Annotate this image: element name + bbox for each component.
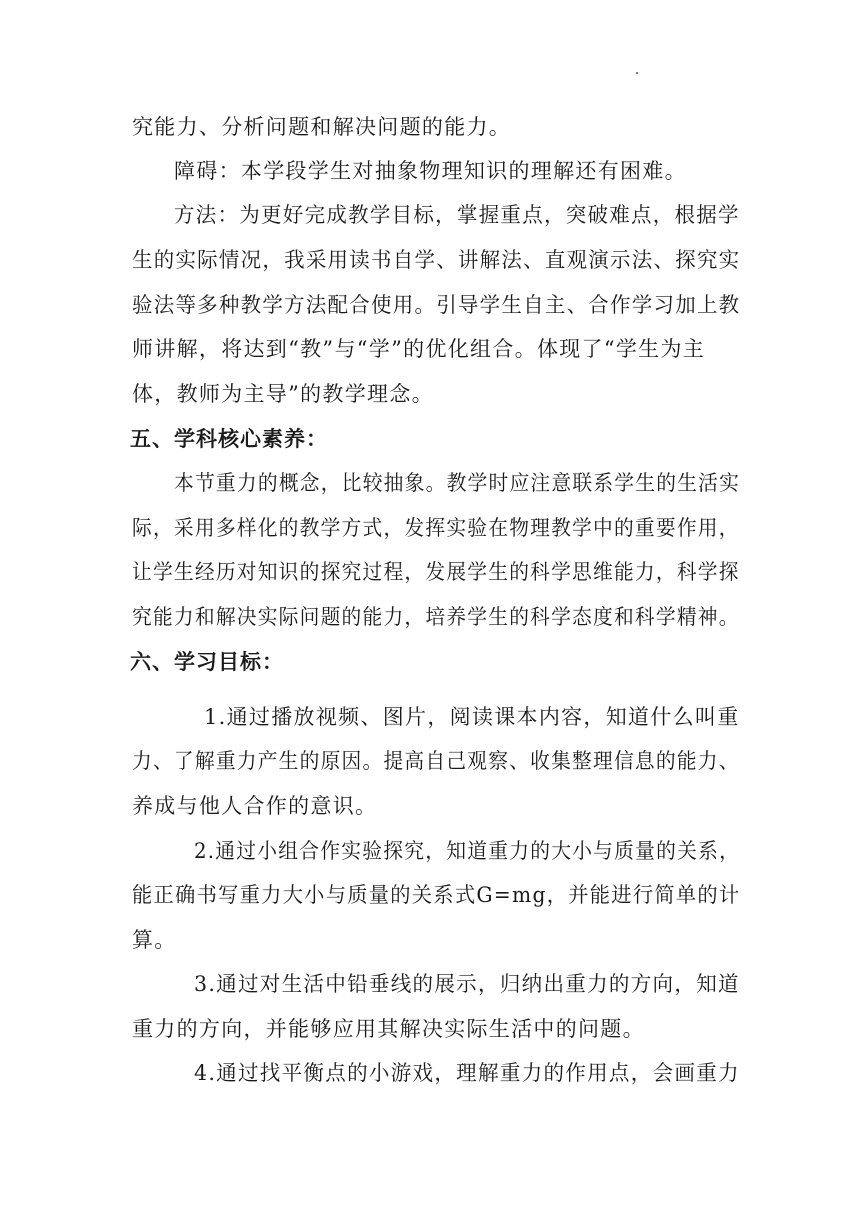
section-heading-core-literacy: 五、学科核心素养： xyxy=(130,427,328,451)
objective-line: 算。 xyxy=(132,928,177,952)
objective-line: 重力的方向，并能够应用其解决实际生活中的问题。 xyxy=(132,1017,645,1041)
paragraph-line: 障碍：本学段学生对抽象物理知识的理解还有困难。 xyxy=(174,159,687,183)
objective-line: 3.通过对生活中铅垂线的展示，归纳出重力的方向，知道 xyxy=(194,972,740,996)
objective-line: 养成与他人合作的意识。 xyxy=(132,794,378,818)
paragraph-line: 究能力和解决实际问题的能力，培养学生的科学态度和科学精神。 xyxy=(132,605,740,629)
paragraph-line: 际，采用多样化的教学方式，发挥实验在物理教学中的重要作用， xyxy=(132,516,740,540)
paragraph-line: 生的实际情况，我采用读书自学、讲解法、直观演示法、探究实 xyxy=(132,248,741,272)
objective-line: 4.通过找平衡点的小游戏，理解重力的作用点，会画重力 xyxy=(194,1061,740,1085)
objective-line: 能正确书写重力大小与质量的关系式G=mg，并能进行简单的计 xyxy=(132,883,741,907)
paragraph-line: 究能力、分析问题和解决问题的能力。 xyxy=(132,115,512,139)
page-mark-dot xyxy=(636,72,638,74)
paragraph-line: 师讲解，将达到“教”与“学”的优化组合。体现了“学生为主 xyxy=(132,337,706,361)
paragraph-line: 让学生经历对知识的探究过程，发展学生的科学思维能力，科学探 xyxy=(132,560,740,584)
objective-line: 2.通过小组合作实验探究，知道重力的大小与质量的关系， xyxy=(194,839,741,863)
paragraph-line: 方法：为更好完成教学目标，掌握重点，突破难点，根据学 xyxy=(174,203,740,227)
paragraph-line: 验法等多种教学方法配合使用。引导学生自主、合作学习加上教 xyxy=(132,293,741,317)
section-heading-learning-objectives: 六、学习目标： xyxy=(130,650,284,674)
objective-line: 力、了解重力产生的原因。提高自己观察、收集整理信息的能力、 xyxy=(132,749,740,773)
paragraph-line: 本节重力的概念，比较抽象。教学时应注意联系学生的生活实 xyxy=(174,471,741,495)
paragraph-line: 体，教师为主导”的教学理念。 xyxy=(132,382,434,406)
objective-line: 1.通过播放视频、图片，阅读课本内容，知道什么叫重 xyxy=(204,705,740,729)
